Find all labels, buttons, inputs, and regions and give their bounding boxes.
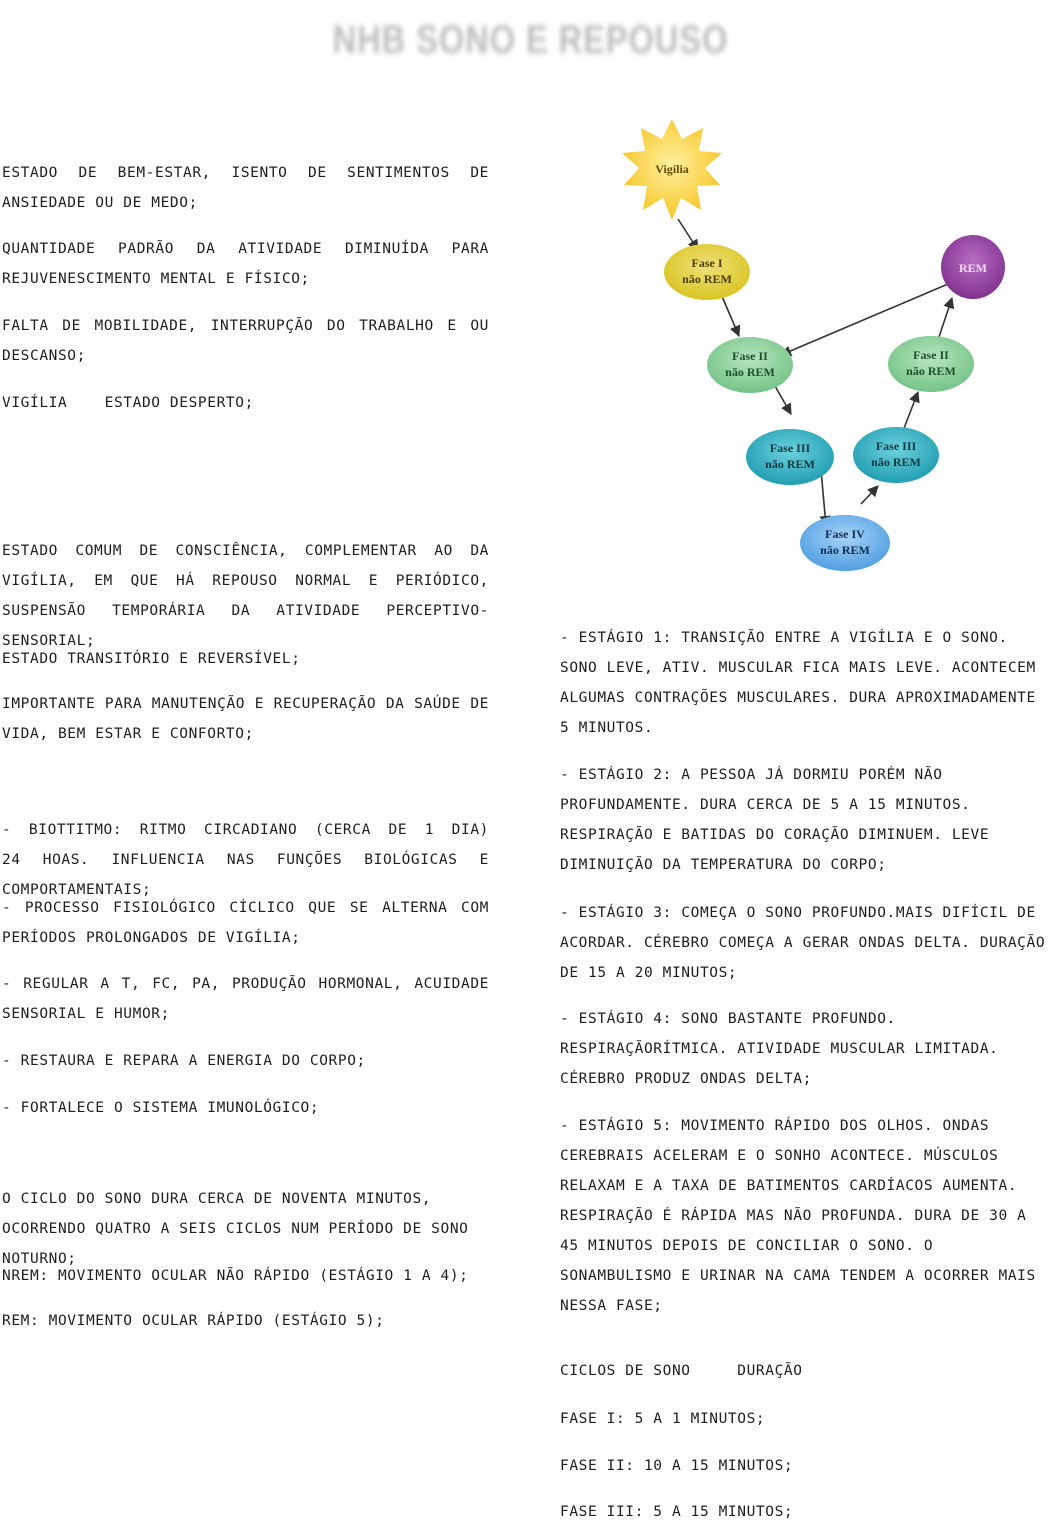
paragraph-bem-estar: ESTADO DE BEM-ESTAR, ISENTO DE SENTIMENTOS DE ANSIEDADE OU DE MEDO;	[2, 165, 489, 211]
fase1-node	[664, 244, 750, 300]
fase3b-label-line1: Fase III	[875, 439, 917, 453]
paragraph-biorritmo: - BIOTTITMO: RITMO CIRCADIANO (CERCA DE 1 DIA) 24 HOAS. INFLUENCIA NAS FUNÇÕES BIOLÓGICAS E COMPORTAMENTAIS;	[2, 822, 545, 898]
fase3a-label-line2: não REM	[765, 457, 815, 471]
sleep-cycle-diagram	[606, 114, 1026, 584]
fase3-ascending-node	[853, 427, 939, 483]
cycle-fase-2: FASE II: 10 A 15 MINUTOS;	[560, 1458, 794, 1474]
paragraph-atividade-diminuida: QUANTIDADE PADRÃO DA ATIVIDADE DIMINUÍDA PARA REJUVENESCIMENTO MENTAL E FÍSICO;	[2, 241, 489, 287]
stage-3-description: - ESTÁGIO 3: COMEÇA O SONO PROFUNDO.MAIS DIFÍCIL DE ACORDAR. CÉREBRO COMEÇA A GERAR ONDAS DELTA. DURAÇÃO DE 15 A 20 MINUTOS;	[560, 905, 1046, 981]
paragraph-nrem: NREM: MOVIMENTO OCULAR NÃO RÁPIDO (ESTÁGIO 1 A 4);	[2, 1268, 469, 1284]
stage-5-description: - ESTÁGIO 5: MOVIMENTO RÁPIDO DOS OLHOS. ONDAS CEREBRAIS ACELERAM E O SONHO ACONTECE. MÚSCULOS RELAXAM E A TAXA DE BATIMENTOS CARDÍACOS AUMENTA. RESPIRAÇÃO É RÁPIDA MAS NÃO PROFUNDA. DURA DE 30 A 45 MINUTOS DEPOIS DE CONCILIAR O SONO. O SONAMBULISMO E URINAR NA CAMA TENDEM A OCORRER MAIS NESSA FASE;	[560, 1118, 1036, 1314]
paragraph-restaura: - RESTAURA E REPARA A ENERGIA DO CORPO;	[2, 1053, 366, 1069]
paragraph-estado-transitorio: ESTADO TRANSITÓRIO E REVERSÍVEL;	[2, 651, 301, 667]
stage-4-description: - ESTÁGIO 4: SONO BASTANTE PROFUNDO. RESPIRAÇÃORÍTMICA. ATIVIDADE MUSCULAR LIMITADA. CÉREBRO PRODUZ ONDAS DELTA;	[560, 1011, 999, 1087]
stage-1-description: - ESTÁGIO 1: TRANSIÇÃO ENTRE A VIGÍLIA E O SONO. SONO LEVE, ATIV. MUSCULAR FICA MAIS LEVE. ACONTECEM ALGUMAS CONTRAÇÕES MUSCULARES. DURA APROXIMADAMENTE 5 MINUTOS.	[560, 630, 1036, 736]
paragraph-regular: - REGULAR A T, FC, PA, PRODUÇÃO HORMONAL, ACUIDADE SENSORIAL E HUMOR;	[2, 976, 489, 1022]
vigilia-node	[622, 119, 722, 220]
fase2-ascending-node	[888, 336, 974, 392]
fase4-node	[800, 515, 890, 571]
rem-label: REM	[959, 261, 987, 275]
paragraph-falta-mobilidade: FALTA DE MOBILIDADE, INTERRUPÇÃO DO TRABALHO E OU DESCANSO;	[2, 318, 489, 364]
fase3b-label-line2: não REM	[871, 455, 921, 469]
fase1-label-line2: não REM	[682, 272, 732, 286]
paragraph-vigilia: VIGÍLIA ESTADO DESPERTO;	[2, 395, 254, 411]
fase2b-label-line1: Fase II	[913, 348, 949, 362]
fase4-label-line2: não REM	[820, 543, 870, 557]
vigilia-label: Vigília	[655, 162, 689, 176]
cycles-header: CICLOS DE SONO DURAÇÃO	[560, 1363, 803, 1379]
fase2b-label-line2: não REM	[906, 364, 956, 378]
fase3-descending-node	[746, 429, 834, 485]
fase2-descending-node	[707, 337, 793, 393]
cycle-fase-1: FASE I: 5 A 1 MINUTOS;	[560, 1411, 766, 1427]
fase2a-label-line2: não REM	[725, 365, 775, 379]
fase4-label-line1: Fase IV	[825, 527, 865, 541]
paragraph-processo-ciclico: - PROCESSO FISIOLÓGICO CÍCLICO QUE SE ALTERNA COM PERÍODOS PROLONGADOS DE VIGÍLIA;	[2, 900, 489, 946]
paragraph-estado-consciencia: ESTADO COMUM DE CONSCIÊNCIA, COMPLEMENTAR AO DA VIGÍLIA, EM QUE HÁ REPOUSO NORMAL E PERIÓDICO, SUSPENSÃO TEMPORÁRIA DA ATIVIDADE PERCEPTIVO-SENSORIAL;	[2, 543, 489, 649]
paragraph-manutencao-saude: IMPORTANTE PARA MANUTENÇÃO E RECUPERAÇÃO DA SAÚDE DE VIDA, BEM ESTAR E CONFORTO;	[2, 696, 489, 742]
paragraph-rem: REM: MOVIMENTO OCULAR RÁPIDO (ESTÁGIO 5);	[2, 1313, 385, 1329]
stage-2-description: - ESTÁGIO 2: A PESSOA JÁ DORMIU PORÉM NÃO PROFUNDAMENTE. DURA CERCA DE 5 A 15 MINUTOS. RESPIRAÇÃO E BATIDAS DO CORAÇÃO DIMINUEM. LEVE DIMINUIÇÃO DA TEMPERATURA DO CORPO;	[560, 767, 990, 873]
rem-node	[941, 235, 1005, 299]
paragraph-ciclo-sono: O CICLO DO SONO DURA CERCA DE NOVENTA MINUTOS, OCORRENDO QUATRO A SEIS CICLOS NUM PERÍODO DE SONO NOTURNO;	[2, 1191, 469, 1267]
page-title: NHB SONO E REPOUSO	[332, 18, 729, 62]
fase3a-label-line1: Fase III	[769, 441, 811, 455]
fase2a-label-line1: Fase II	[732, 349, 768, 363]
cycle-fase-3: FASE III: 5 A 15 MINUTOS;	[560, 1504, 794, 1520]
fase1-label-line1: Fase I	[691, 256, 723, 270]
paragraph-fortalece: - FORTALECE O SISTEMA IMUNOLÓGICO;	[2, 1100, 320, 1116]
